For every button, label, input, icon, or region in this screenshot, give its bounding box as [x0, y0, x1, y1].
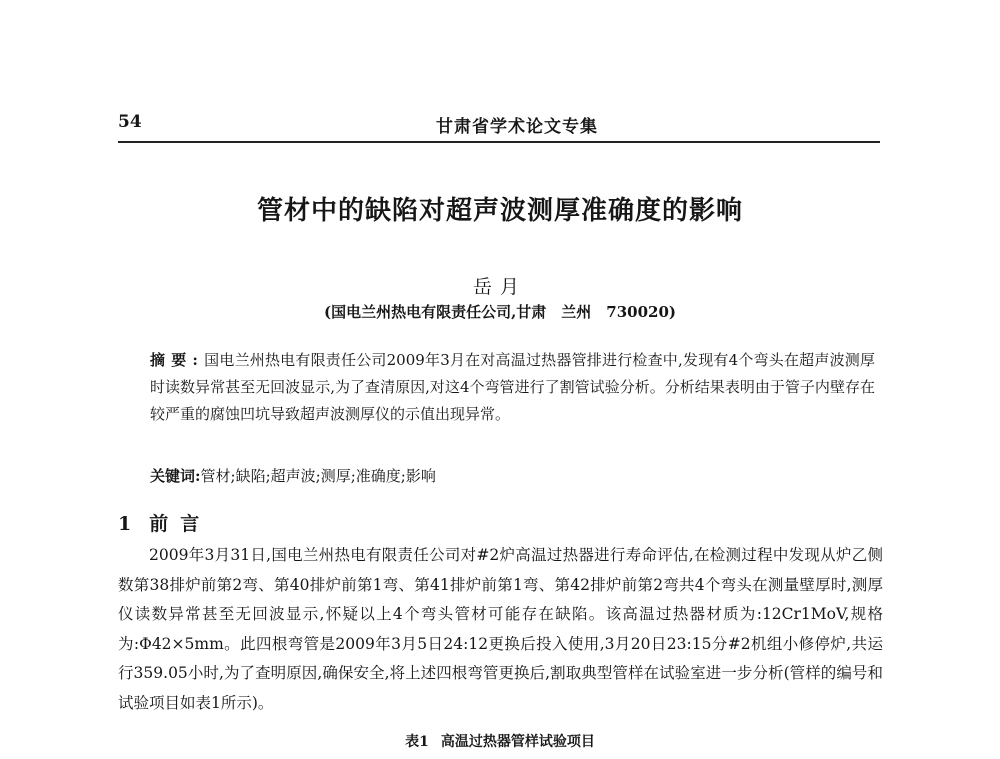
keywords-label: 关键词: [150, 467, 201, 485]
section-title: 前言 [149, 513, 212, 535]
running-header [118, 112, 880, 142]
keywords-text: 管材;缺陷;超声波;测厚;准确度;影响 [200, 467, 436, 485]
body-paragraph: 2009年3月31日,国电兰州热电有限责任公司对#2炉高温过热器进行寿命评估,在检测过程中发现从炉乙侧数第38排炉前第2弯、第40排炉前第1弯、第41排炉前第1弯、第42排炉前第2弯共4个弯头在测量壁厚时,测厚仪读数异常甚至无回波显示,怀疑以上4个弯头管材可能存在缺陷。该高温过热器材质为:12Cr1MoV,规格为:Φ42×5mm。此四根弯管是2009年3月5日24:12更换后投入使用,3月20日23:15分#2机组小修停炉,共运行359.05小时,为了查明原因,确保安全,将上述四根弯管更换后,割取典型管样在试验室进一步分析(管样的编号和试验项目如表1所示)。 [118, 546, 883, 712]
table-number: 表1 [405, 734, 429, 750]
table-title: 高温过热器管样试验项目 [440, 734, 595, 750]
table-caption [0, 731, 1000, 751]
journal-title: 甘肃省学术论文专集 [436, 117, 598, 137]
page-number: 54 [118, 112, 142, 132]
header-divider [118, 141, 880, 143]
abstract-label: 摘要: [150, 351, 204, 369]
abstract-text: 国电兰州热电有限责任公司2009年3月在对高温过热器管排进行检查中,发现有4个弯头在超声波测厚时读数异常甚至无回波显示,为了查清原因,对这4个弯管进行了割管试验分析。分析结果表明由于管子内壁存在较严重的腐蚀凹坑导致超声波测厚仪的示值出现异常。 [150, 351, 875, 423]
article-title: 管材中的缺陷对超声波测厚准确度的影响 [256, 196, 743, 226]
keywords [150, 463, 875, 490]
section-heading [118, 509, 211, 536]
abstract [150, 347, 875, 428]
author-affiliation: (国电兰州热电有限责任公司,甘肃 兰州 730020) [323, 303, 677, 321]
section-number: 1 [118, 513, 132, 535]
author-name: 岳月 [472, 276, 527, 298]
